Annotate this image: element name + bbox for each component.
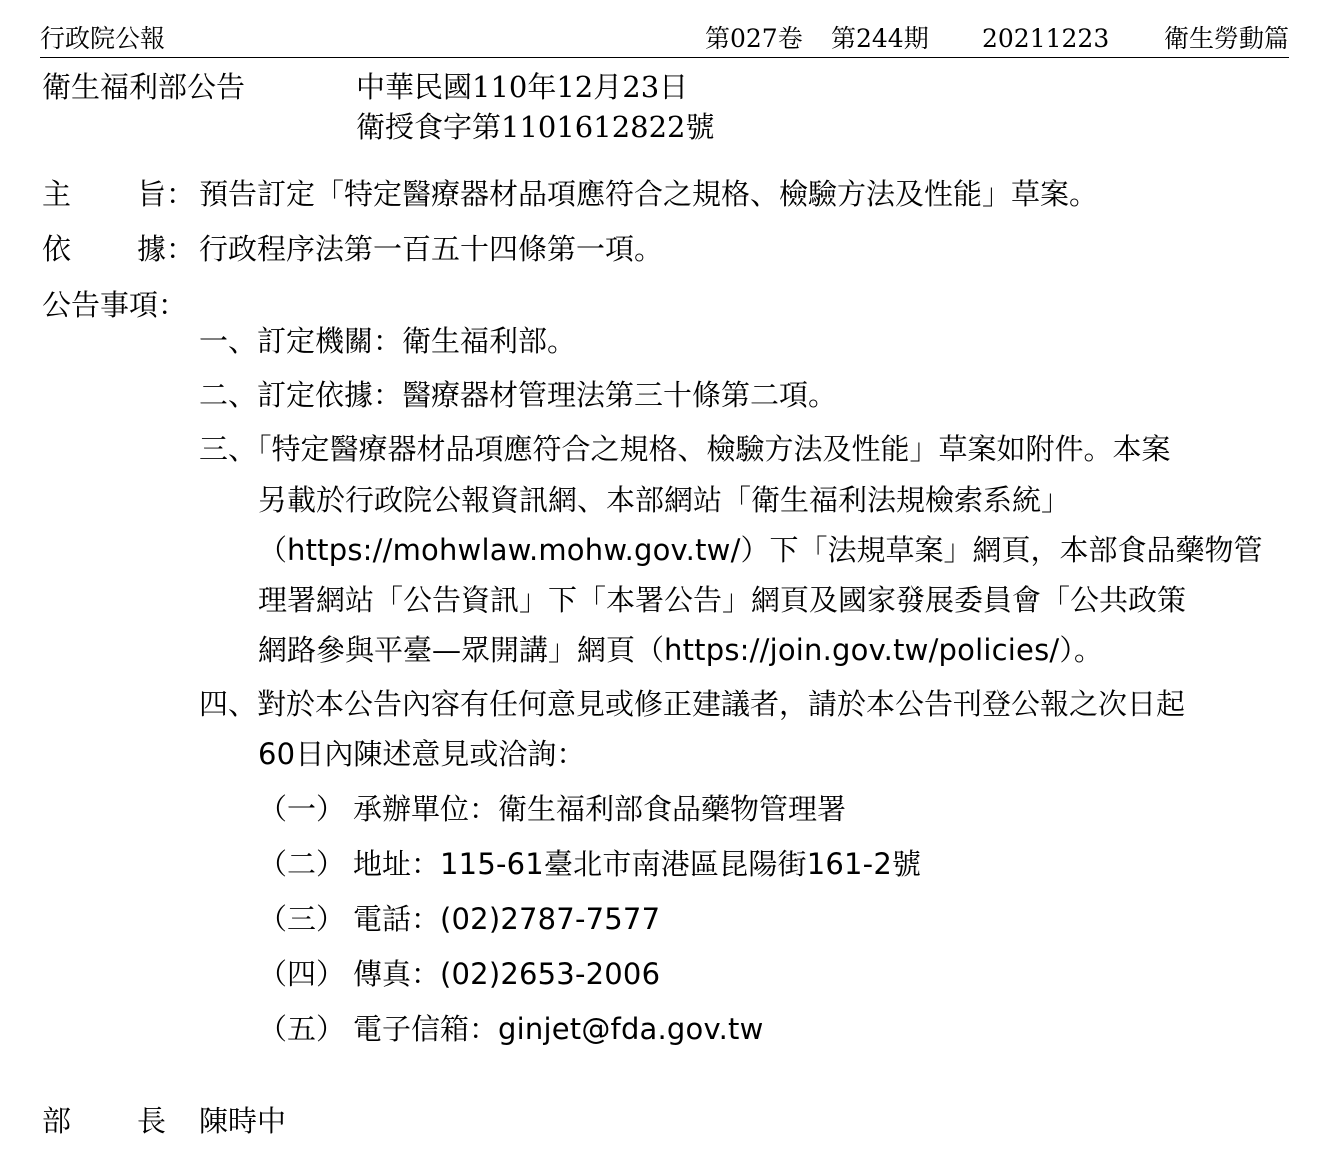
sub-item-3-label: 電話：	[353, 902, 441, 936]
sub-item-2-value: 115-61臺北市南港區昆陽街161-2號	[440, 847, 922, 881]
purport-label-a: 主	[42, 177, 72, 211]
days-count: 60	[258, 737, 296, 771]
volume-number: 第027卷	[705, 24, 803, 53]
notice-item-2: 二、訂定依據：醫療器材管理法第三十條第二項。	[199, 378, 838, 412]
basis-label-a: 依	[42, 232, 72, 266]
issue-number: 第244期	[831, 24, 929, 53]
notice-item-3-line-3	[258, 533, 1263, 567]
header-divider	[40, 57, 1289, 58]
signer-label-a: 部	[42, 1104, 72, 1138]
join-policies-link[interactable]: https://join.gov.tw/policies/	[664, 633, 1060, 667]
basis-text: 行政程序法第一百五十四條第一項。	[199, 232, 664, 266]
sub-item-2	[353, 847, 921, 881]
signer-name: 陳時中	[199, 1104, 287, 1138]
notice-label: 公告事項：	[42, 288, 188, 322]
sub-item-4	[353, 957, 660, 991]
publication-name: 行政院公報	[40, 24, 166, 53]
item-3-line-3-rest: ）下「法規草案」網頁，本部食品藥物管	[740, 533, 1263, 567]
item-3-line-5-text: 網路參與平臺—眾開講」網頁（	[258, 633, 665, 667]
sub-item-3-number: （三）	[258, 902, 346, 936]
announcement-reference: 衛授食字第1101612822號	[356, 110, 715, 144]
notice-item-3-line-2: 另載於行政院公報資訊網、本部網站「衛生福利法規檢索系統」	[258, 483, 1071, 517]
sub-item-5-label: 電子信箱：	[353, 1012, 499, 1046]
issue-date: 20211223	[982, 24, 1110, 53]
sub-item-4-number: （四）	[258, 957, 346, 991]
announcement-issuer: 衛生福利部公告	[42, 70, 246, 104]
notice-item-3-line-4: 理署網站「公告資訊」下「本署公告」網頁及國家發展委員會「公共政策	[258, 583, 1187, 617]
fax-number: (02)2653-2006	[440, 957, 661, 991]
notice-item-4-line-2	[258, 737, 585, 771]
sub-item-3	[353, 902, 660, 936]
sub-item-2-label: 地址：	[353, 847, 441, 881]
announcement-date: 中華民國110年12月23日	[356, 70, 689, 104]
signer-label-b: 長	[137, 1104, 167, 1138]
running-header	[40, 22, 1289, 58]
sub-item-2-number: （二）	[258, 847, 346, 881]
purport-label-b: 旨：	[137, 177, 196, 211]
notice-item-3-line-1: 三、「特定醫療器材品項應符合之規格、檢驗方法及性能」草案如附件。本案	[199, 432, 1171, 466]
sub-item-5	[353, 1012, 764, 1046]
email-link[interactable]: ginjet@fda.gov.tw	[498, 1012, 764, 1046]
notice-item-1: 一、訂定機關：衛生福利部。	[199, 324, 577, 358]
basis-label-b: 據：	[137, 232, 196, 266]
item-3-line-5-end: ）。	[1059, 633, 1103, 667]
section-name: 衛生勞動篇	[1163, 24, 1289, 53]
mohwlaw-link[interactable]: https://mohwlaw.mohw.gov.tw/	[287, 533, 741, 567]
sub-item-4-label: 傳真：	[353, 957, 441, 991]
notice-item-4-line-1: 四、對於本公告內容有任何意見或修正建議者，請於本公告刊登公報之次日起	[199, 687, 1186, 721]
purport-text: 預告訂定「特定醫療器材品項應符合之規格、檢驗方法及性能」草案。	[199, 177, 1099, 211]
phone-number: (02)2787-7577	[440, 902, 661, 936]
sub-item-1-label: 承辦單位：	[353, 792, 499, 826]
sub-item-1-value: 衛生福利部食品藥物管理署	[498, 792, 847, 826]
sub-item-1	[353, 792, 846, 826]
sub-item-5-number: （五）	[258, 1012, 346, 1046]
sub-item-1-number: （一）	[258, 792, 346, 826]
item-4-line-2-text: 日內陳述意見或洽詢：	[295, 737, 586, 771]
notice-item-3-line-5	[258, 633, 1103, 667]
paren-open: （	[258, 533, 288, 567]
